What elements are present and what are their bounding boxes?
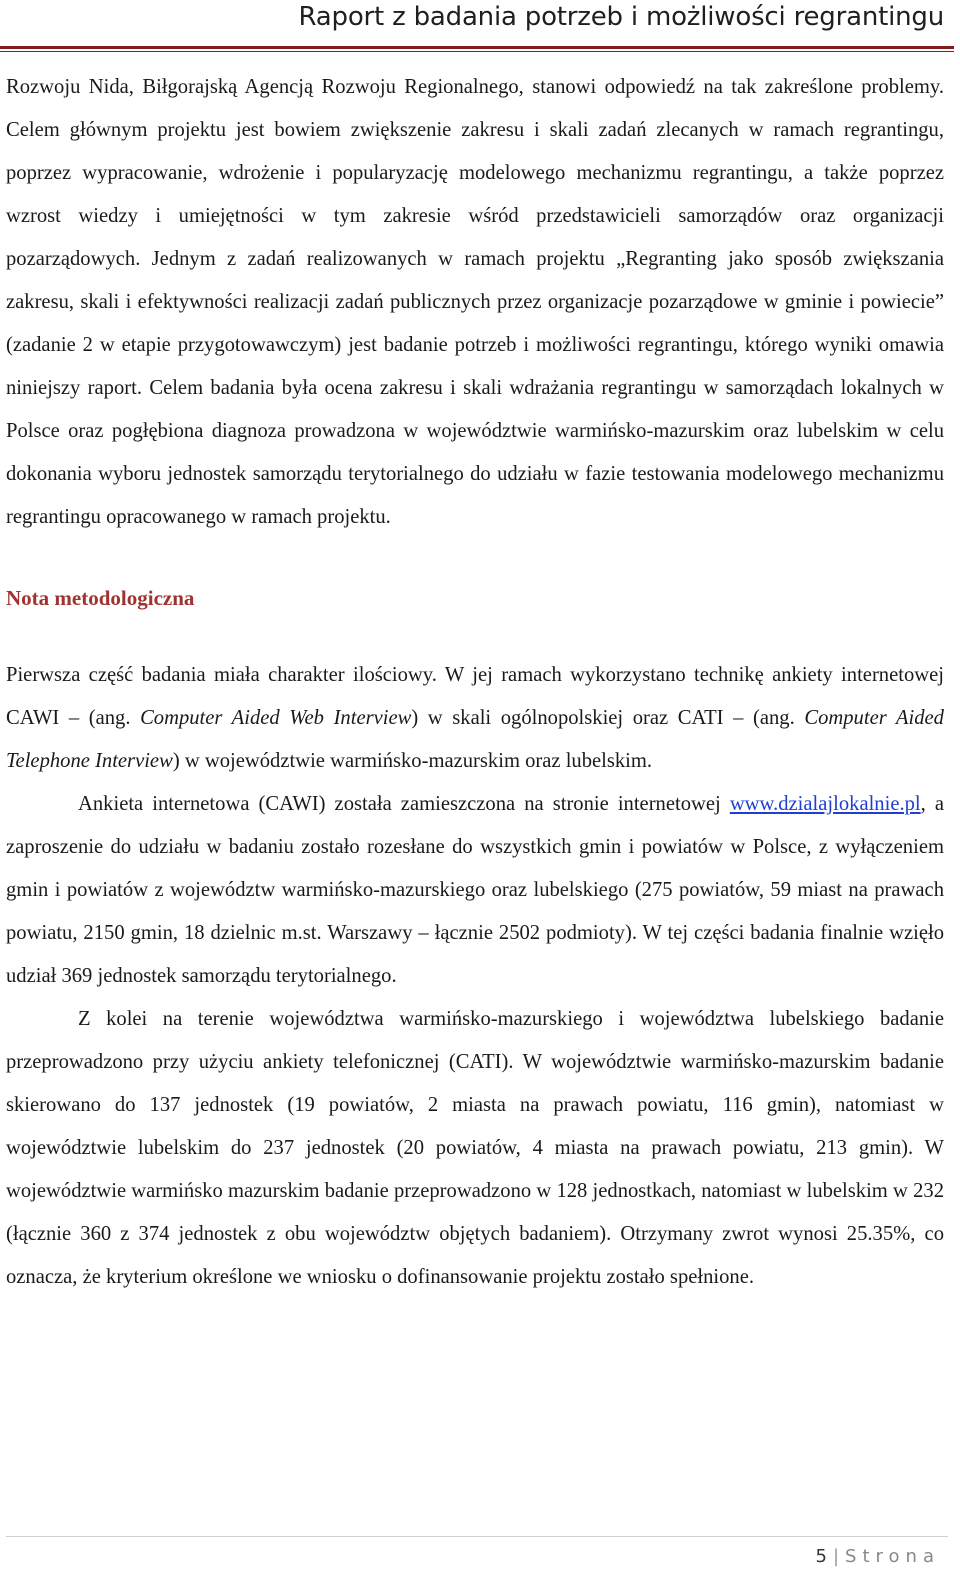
page-footer [0, 1536, 954, 1584]
header-divider [0, 51, 954, 52]
paragraph-intro: Rozwoju Nida, Biłgorajską Agencją Rozwoju Regionalnego, stanowi odpowiedź na tak zakreślone problemy. Celem głównym projektu jest bowiem zwiększenie zakresu i skali zadań zlecanych w ramach regrantingu, poprzez wypracowanie, wdrożenie i popularyzację modelowego mechanizmu regrantingu, a także poprzez wzrost wiedzy i umiejętności w tym zakresie wśród przedstawicieli samorządów oraz organizacji pozarządowych. Jednym z zadań realizowanych w ramach projektu „Regranting jako sposób zwiększania zakresu, skali i efektywności realizacji zadań publicznych przez organizacje pozarządowe w gminie i powiecie” (zadanie 2 w etapie przygotowawczym) jest badanie potrzeb i możliwości regrantingu, którego wyniki omawia niniejszy raport. Celem badania była ocena zakresu i skali wdrażania regrantingu w samorządach lokalnych w Polsce oraz pogłębiona diagnoza prowadzona w województwie warmińsko-mazurskim oraz lubelskim w celu dokonania wyboru jednostek samorządu terytorialnego do udziału w fazie testowania modelowego mechanizmu regrantingu opracowanego w ramach projektu. [6, 76, 944, 528]
paragraph-cawi [6, 783, 944, 998]
paragraph-method-text-1: Pierwsza część badania miała charakter ilościowy. W jej ramach wykorzystano technikę ankiety internetowej CAWI – (ang. [6, 664, 944, 729]
footer-divider [6, 1536, 948, 1537]
document-title: Raport z badania potrzeb i możliwości regrantingu [298, 2, 944, 32]
page-number-label [816, 1546, 940, 1567]
paragraph-method-text-2: ) w skali ogólnopolskiej oraz CATI – (ang. [411, 707, 805, 729]
document-body [6, 66, 944, 1299]
cawi-term: Computer Aided Web Interview [140, 707, 412, 729]
paragraph-cawi-text-1: Ankieta internetowa (CAWI) została zamieszczona na stronie internetowej [78, 793, 730, 815]
page-header [0, 0, 954, 49]
paragraph-method-text-3: ) w województwie warmińsko-mazurskim oraz lubelskim. [172, 750, 653, 772]
paragraph-cati: Z kolei na terenie województwa warmińsko-mazurskiego i województwa lubelskiego badanie przeprowadzono przy użyciu ankiety telefonicznej (CATI). W województwie warmińsko-mazurskim badanie skierowano do 137 jednostek (19 powiatów, 2 miasta na prawach powiatu, 116 gmin), natomiast w województwie lubelskim do 237 jednostek (20 powiatów, 4 miasta na prawach powiatu, 213 gmin). W województwie warmińsko mazurskim badanie przeprowadzono w 128 jednostkach, natomiast w lubelskim w 232 (łącznie 360 z 374 jednostek z obu województw objętych badaniem). Otrzymany zwrot wynosi 25.35%, co oznacza, że kryterium określone we wniosku o dofinansowanie projektu zostało spełnione. [6, 1008, 944, 1288]
paragraph-cawi-text-2: , a zaproszenie do udziału w badaniu zostało rozesłane do wszystkich gmin i powiatów w Polsce, z wyłączeniem gmin i powiatów z województw warmińsko-mazurskiego oraz lubelskiego (275 powiatów, 59 miast na prawach powiatu, 2150 gmin, 18 dzielnic m.st. Warszawy – łącznie 2502 podmioty). W tej części badania finalnie wzięło udział 369 jednostek samorządu terytorialnego. [6, 793, 944, 987]
page-number: 5 [815, 1546, 827, 1567]
cati-term: Computer Aided Telephone Interview [6, 707, 944, 772]
page-separator: | [832, 1546, 840, 1567]
page-word: Strona [845, 1546, 940, 1567]
section-heading: Nota metodologiczna [6, 586, 195, 610]
website-link[interactable]: www.dzialajlokalnie.pl [729, 793, 921, 815]
paragraph-method [6, 654, 944, 783]
